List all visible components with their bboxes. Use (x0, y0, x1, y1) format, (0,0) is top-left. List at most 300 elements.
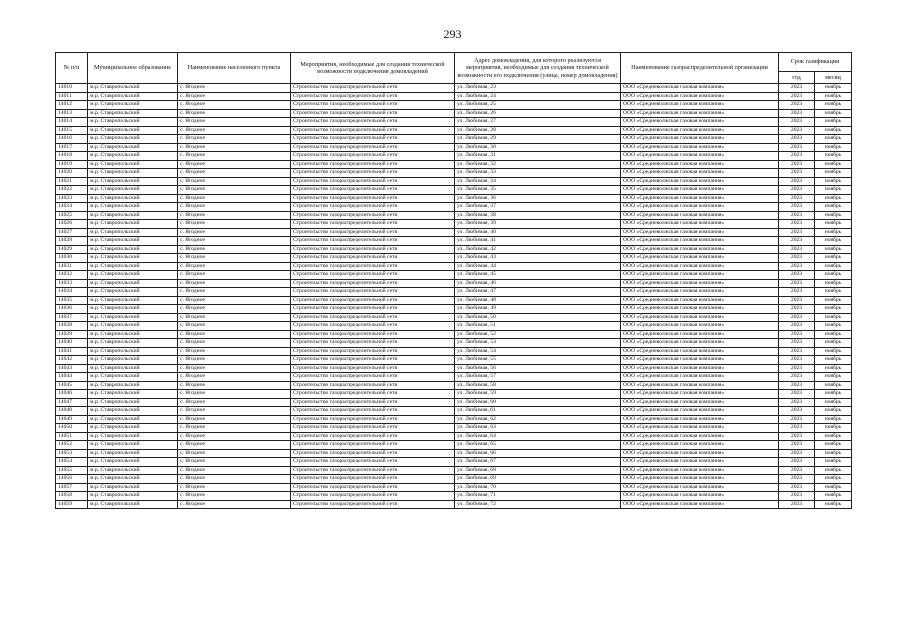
cell-municipality: м.р. Ставропольский (88, 160, 178, 169)
cell-num: 14047 (56, 398, 88, 407)
cell-year: 2023 (779, 194, 815, 203)
cell-month: ноябрь (815, 441, 852, 450)
cell-measures: Строительство газораспределительной сети (291, 407, 455, 416)
cell-org: ООО «Средневолжская газовая компания» (621, 449, 779, 458)
cell-settlement: с. Ягодное (178, 322, 291, 331)
table-row (56, 322, 852, 331)
cell-month: ноябрь (815, 313, 852, 322)
cell-num: 14039 (56, 330, 88, 339)
cell-num: 14052 (56, 441, 88, 450)
table-row (56, 279, 852, 288)
cell-settlement: с. Ягодное (178, 143, 291, 152)
cell-measures: Строительство газораспределительной сети (291, 152, 455, 161)
cell-month: ноябрь (815, 211, 852, 220)
cell-municipality: м.р. Ставропольский (88, 126, 178, 135)
cell-measures: Строительство газораспределительной сети (291, 339, 455, 348)
cell-measures: Строительство газораспределительной сети (291, 203, 455, 212)
cell-year: 2023 (779, 237, 815, 246)
table-row (56, 398, 852, 407)
cell-month: ноябрь (815, 84, 852, 93)
cell-address: ул. Любимая, 48 (455, 296, 621, 305)
cell-year: 2023 (779, 500, 815, 509)
cell-measures: Строительство газораспределительной сети (291, 84, 455, 93)
cell-num: 14049 (56, 415, 88, 424)
cell-municipality: м.р. Ставропольский (88, 483, 178, 492)
cell-year: 2023 (779, 92, 815, 101)
cell-num: 14031 (56, 262, 88, 271)
cell-num: 14025 (56, 211, 88, 220)
table-row (56, 313, 852, 322)
cell-year: 2023 (779, 339, 815, 348)
cell-org: ООО «Средневолжская газовая компания» (621, 458, 779, 467)
cell-address: ул. Любимая, 68 (455, 466, 621, 475)
cell-month: ноябрь (815, 194, 852, 203)
cell-org: ООО «Средневолжская газовая компания» (621, 483, 779, 492)
cell-year: 2023 (779, 347, 815, 356)
cell-org: ООО «Средневолжская газовая компания» (621, 475, 779, 484)
cell-address: ул. Любимая, 64 (455, 432, 621, 441)
header-year: год (779, 72, 815, 84)
cell-settlement: с. Ягодное (178, 475, 291, 484)
cell-year: 2023 (779, 84, 815, 93)
table-row (56, 194, 852, 203)
cell-year: 2023 (779, 211, 815, 220)
cell-address: ул. Любимая, 47 (455, 288, 621, 297)
cell-month: ноябрь (815, 390, 852, 399)
cell-address: ул. Любимая, 60 (455, 398, 621, 407)
table-row (56, 475, 852, 484)
table-row (56, 449, 852, 458)
cell-municipality: м.р. Ставропольский (88, 228, 178, 237)
cell-municipality: м.р. Ставропольский (88, 211, 178, 220)
cell-address: ул. Любимая, 27 (455, 118, 621, 127)
cell-num: 14024 (56, 203, 88, 212)
cell-settlement: с. Ягодное (178, 432, 291, 441)
cell-month: ноябрь (815, 432, 852, 441)
cell-measures: Строительство газораспределительной сети (291, 415, 455, 424)
cell-month: ноябрь (815, 373, 852, 382)
cell-org: ООО «Средневолжская газовая компания» (621, 415, 779, 424)
table-row (56, 254, 852, 263)
cell-address: ул. Любимая, 49 (455, 305, 621, 314)
cell-num: 14013 (56, 109, 88, 118)
cell-year: 2023 (779, 356, 815, 365)
table-row (56, 220, 852, 229)
page-number: 293 (443, 27, 462, 41)
cell-settlement: с. Ягодное (178, 203, 291, 212)
cell-municipality: м.р. Ставропольский (88, 296, 178, 305)
table-row (56, 92, 852, 101)
cell-year: 2023 (779, 109, 815, 118)
cell-num: 14029 (56, 245, 88, 254)
cell-address: ул. Любимая, 24 (455, 92, 621, 101)
cell-year: 2023 (779, 296, 815, 305)
cell-settlement: с. Ягодное (178, 262, 291, 271)
cell-org: ООО «Средневолжская газовая компания» (621, 254, 779, 263)
cell-num: 14036 (56, 305, 88, 314)
table-row (56, 245, 852, 254)
cell-num: 14020 (56, 169, 88, 178)
cell-year: 2023 (779, 101, 815, 110)
cell-measures: Строительство газораспределительной сети (291, 424, 455, 433)
cell-month: ноябрь (815, 492, 852, 501)
cell-month: ноябрь (815, 424, 852, 433)
cell-settlement: с. Ягодное (178, 288, 291, 297)
cell-municipality: м.р. Ставропольский (88, 262, 178, 271)
table-row (56, 135, 852, 144)
cell-month: ноябрь (815, 143, 852, 152)
cell-address: ул. Любимая, 51 (455, 322, 621, 331)
cell-municipality: м.р. Ставропольский (88, 381, 178, 390)
cell-org: ООО «Средневолжская газовая компания» (621, 330, 779, 339)
cell-num: 14035 (56, 296, 88, 305)
cell-address: ул. Любимая, 55 (455, 356, 621, 365)
cell-org: ООО «Средневолжская газовая компания» (621, 466, 779, 475)
table-row (56, 211, 852, 220)
cell-org: ООО «Средневолжская газовая компания» (621, 152, 779, 161)
cell-settlement: с. Ягодное (178, 381, 291, 390)
cell-measures: Строительство газораспределительной сети (291, 373, 455, 382)
cell-settlement: с. Ягодное (178, 177, 291, 186)
cell-month: ноябрь (815, 288, 852, 297)
cell-municipality: м.р. Ставропольский (88, 177, 178, 186)
cell-measures: Строительство газораспределительной сети (291, 356, 455, 365)
cell-address: ул. Любимая, 39 (455, 220, 621, 229)
cell-measures: Строительство газораспределительной сети (291, 288, 455, 297)
cell-address: ул. Любимая, 37 (455, 203, 621, 212)
table-row (56, 500, 852, 509)
cell-measures: Строительство газораспределительной сети (291, 194, 455, 203)
table-row (56, 109, 852, 118)
table-row (56, 228, 852, 237)
cell-month: ноябрь (815, 160, 852, 169)
cell-month: ноябрь (815, 152, 852, 161)
cell-num: 14046 (56, 390, 88, 399)
cell-org: ООО «Средневолжская газовая компания» (621, 296, 779, 305)
cell-settlement: с. Ягодное (178, 211, 291, 220)
cell-settlement: с. Ягодное (178, 330, 291, 339)
cell-measures: Строительство газораспределительной сети (291, 364, 455, 373)
cell-settlement: с. Ягодное (178, 364, 291, 373)
cell-address: ул. Любимая, 42 (455, 245, 621, 254)
header-org: Наименование газораспределительной организации (621, 53, 779, 84)
cell-settlement: с. Ягодное (178, 390, 291, 399)
cell-org: ООО «Средневолжская газовая компания» (621, 500, 779, 509)
cell-org: ООО «Средневолжская газовая компания» (621, 118, 779, 127)
cell-num: 14019 (56, 160, 88, 169)
cell-settlement: с. Ягодное (178, 279, 291, 288)
table-row (56, 160, 852, 169)
cell-municipality: м.р. Ставропольский (88, 92, 178, 101)
cell-num: 14015 (56, 126, 88, 135)
table-row (56, 381, 852, 390)
table-row (56, 271, 852, 280)
table-row (56, 441, 852, 450)
cell-org: ООО «Средневолжская газовая компания» (621, 92, 779, 101)
cell-address: ул. Любимая, 65 (455, 441, 621, 450)
cell-org: ООО «Средневолжская газовая компания» (621, 135, 779, 144)
table-row (56, 262, 852, 271)
cell-month: ноябрь (815, 245, 852, 254)
cell-address: ул. Любимая, 67 (455, 458, 621, 467)
cell-month: ноябрь (815, 339, 852, 348)
cell-month: ноябрь (815, 92, 852, 101)
cell-settlement: с. Ягодное (178, 160, 291, 169)
cell-num: 14054 (56, 458, 88, 467)
cell-settlement: с. Ягодное (178, 152, 291, 161)
cell-num: 14058 (56, 492, 88, 501)
cell-month: ноябрь (815, 398, 852, 407)
cell-num: 14045 (56, 381, 88, 390)
cell-municipality: м.р. Ставропольский (88, 424, 178, 433)
cell-address: ул. Любимая, 32 (455, 160, 621, 169)
cell-measures: Строительство газораспределительной сети (291, 279, 455, 288)
cell-measures: Строительство газораспределительной сети (291, 177, 455, 186)
cell-settlement: с. Ягодное (178, 492, 291, 501)
cell-measures: Строительство газораспределительной сети (291, 169, 455, 178)
cell-month: ноябрь (815, 126, 852, 135)
cell-month: ноябрь (815, 364, 852, 373)
cell-num: 14044 (56, 373, 88, 382)
cell-org: ООО «Средневолжская газовая компания» (621, 169, 779, 178)
table-row (56, 407, 852, 416)
cell-settlement: с. Ягодное (178, 441, 291, 450)
cell-org: ООО «Средневолжская газовая компания» (621, 109, 779, 118)
cell-org: ООО «Средневолжская газовая компания» (621, 160, 779, 169)
cell-measures: Строительство газораспределительной сети (291, 330, 455, 339)
cell-municipality: м.р. Ставропольский (88, 143, 178, 152)
table-row (56, 466, 852, 475)
cell-year: 2023 (779, 152, 815, 161)
cell-settlement: с. Ягодное (178, 483, 291, 492)
cell-num: 14056 (56, 475, 88, 484)
header-num: № п/п (56, 53, 88, 84)
cell-month: ноябрь (815, 415, 852, 424)
cell-org: ООО «Средневолжская газовая компания» (621, 84, 779, 93)
cell-municipality: м.р. Ставропольский (88, 330, 178, 339)
cell-org: ООО «Средневолжская газовая компания» (621, 432, 779, 441)
cell-settlement: с. Ягодное (178, 194, 291, 203)
cell-address: ул. Любимая, 36 (455, 194, 621, 203)
cell-org: ООО «Средневолжская газовая компания» (621, 424, 779, 433)
cell-month: ноябрь (815, 177, 852, 186)
cell-measures: Строительство газораспределительной сети (291, 254, 455, 263)
cell-num: 14038 (56, 322, 88, 331)
cell-address: ул. Любимая, 59 (455, 390, 621, 399)
cell-year: 2023 (779, 228, 815, 237)
cell-settlement: с. Ягодное (178, 458, 291, 467)
cell-settlement: с. Ягодное (178, 220, 291, 229)
cell-org: ООО «Средневолжская газовая компания» (621, 186, 779, 195)
cell-year: 2023 (779, 466, 815, 475)
cell-month: ноябрь (815, 101, 852, 110)
cell-measures: Строительство газораспределительной сети (291, 245, 455, 254)
cell-org: ООО «Средневолжская газовая компания» (621, 143, 779, 152)
cell-measures: Строительство газораспределительной сети (291, 143, 455, 152)
cell-year: 2023 (779, 432, 815, 441)
cell-year: 2023 (779, 160, 815, 169)
cell-address: ул. Любимая, 28 (455, 126, 621, 135)
table-row (56, 339, 852, 348)
table-row (56, 177, 852, 186)
cell-num: 14017 (56, 143, 88, 152)
cell-month: ноябрь (815, 135, 852, 144)
cell-municipality: м.р. Ставропольский (88, 118, 178, 127)
cell-year: 2023 (779, 279, 815, 288)
cell-year: 2023 (779, 492, 815, 501)
cell-year: 2023 (779, 169, 815, 178)
cell-address: ул. Любимая, 34 (455, 177, 621, 186)
cell-year: 2023 (779, 135, 815, 144)
table-row (56, 288, 852, 297)
cell-municipality: м.р. Ставропольский (88, 415, 178, 424)
cell-num: 14037 (56, 313, 88, 322)
cell-month: ноябрь (815, 347, 852, 356)
cell-year: 2023 (779, 322, 815, 331)
cell-measures: Строительство газораспределительной сети (291, 237, 455, 246)
cell-year: 2023 (779, 483, 815, 492)
cell-org: ООО «Средневолжская газовая компания» (621, 407, 779, 416)
cell-measures: Строительство газораспределительной сети (291, 135, 455, 144)
cell-year: 2023 (779, 288, 815, 297)
cell-settlement: с. Ягодное (178, 339, 291, 348)
cell-settlement: с. Ягодное (178, 313, 291, 322)
cell-municipality: м.р. Ставропольский (88, 101, 178, 110)
cell-address: ул. Любимая, 71 (455, 492, 621, 501)
cell-measures: Строительство газораспределительной сети (291, 475, 455, 484)
cell-settlement: с. Ягодное (178, 449, 291, 458)
cell-num: 14051 (56, 432, 88, 441)
cell-year: 2023 (779, 407, 815, 416)
cell-measures: Строительство газораспределительной сети (291, 347, 455, 356)
cell-month: ноябрь (815, 228, 852, 237)
table-row (56, 152, 852, 161)
table-row (56, 186, 852, 195)
cell-org: ООО «Средневолжская газовая компания» (621, 177, 779, 186)
cell-municipality: м.р. Ставропольский (88, 109, 178, 118)
cell-settlement: с. Ягодное (178, 373, 291, 382)
cell-municipality: м.р. Ставропольский (88, 475, 178, 484)
cell-year: 2023 (779, 364, 815, 373)
cell-measures: Строительство газораспределительной сети (291, 432, 455, 441)
cell-month: ноябрь (815, 381, 852, 390)
table-row (56, 458, 852, 467)
cell-measures: Строительство газораспределительной сети (291, 466, 455, 475)
cell-num: 14040 (56, 339, 88, 348)
cell-num: 14011 (56, 92, 88, 101)
cell-month: ноябрь (815, 449, 852, 458)
cell-month: ноябрь (815, 254, 852, 263)
cell-measures: Строительство газораспределительной сети (291, 449, 455, 458)
cell-year: 2023 (779, 271, 815, 280)
cell-address: ул. Любимая, 30 (455, 143, 621, 152)
cell-org: ООО «Средневолжская газовая компания» (621, 398, 779, 407)
table-row (56, 296, 852, 305)
table-row (56, 424, 852, 433)
cell-measures: Строительство газораспределительной сети (291, 228, 455, 237)
cell-num: 14055 (56, 466, 88, 475)
cell-year: 2023 (779, 449, 815, 458)
cell-address: ул. Любимая, 41 (455, 237, 621, 246)
cell-measures: Строительство газораспределительной сети (291, 458, 455, 467)
cell-year: 2023 (779, 415, 815, 424)
cell-address: ул. Любимая, 62 (455, 415, 621, 424)
cell-settlement: с. Ягодное (178, 118, 291, 127)
cell-year: 2023 (779, 330, 815, 339)
cell-measures: Строительство газораспределительной сети (291, 381, 455, 390)
table-row (56, 330, 852, 339)
cell-settlement: с. Ягодное (178, 271, 291, 280)
cell-org: ООО «Средневолжская газовая компания» (621, 322, 779, 331)
cell-settlement: с. Ягодное (178, 415, 291, 424)
cell-settlement: с. Ягодное (178, 84, 291, 93)
cell-org: ООО «Средневолжская газовая компания» (621, 126, 779, 135)
cell-municipality: м.р. Ставропольский (88, 364, 178, 373)
cell-address: ул. Любимая, 40 (455, 228, 621, 237)
cell-municipality: м.р. Ставропольский (88, 135, 178, 144)
cell-municipality: м.р. Ставропольский (88, 458, 178, 467)
cell-municipality: м.р. Ставропольский (88, 152, 178, 161)
cell-month: ноябрь (815, 475, 852, 484)
cell-municipality: м.р. Ставропольский (88, 271, 178, 280)
cell-municipality: м.р. Ставропольский (88, 169, 178, 178)
cell-month: ноябрь (815, 109, 852, 118)
cell-num: 14057 (56, 483, 88, 492)
cell-org: ООО «Средневолжская газовая компания» (621, 441, 779, 450)
header-measures: Мероприятия, необходимые для создания технической возможности подключения домовладений (291, 53, 455, 84)
table-row (56, 492, 852, 501)
cell-org: ООО «Средневолжская газовая компания» (621, 203, 779, 212)
cell-year: 2023 (779, 126, 815, 135)
cell-month: ноябрь (815, 237, 852, 246)
cell-org: ООО «Средневолжская газовая компания» (621, 220, 779, 229)
cell-org: ООО «Средневолжская газовая компания» (621, 101, 779, 110)
cell-org: ООО «Средневолжская газовая компания» (621, 339, 779, 348)
cell-municipality: м.р. Ставропольский (88, 84, 178, 93)
cell-municipality: м.р. Ставропольский (88, 500, 178, 509)
cell-address: ул. Любимая, 29 (455, 135, 621, 144)
table-row (56, 143, 852, 152)
cell-year: 2023 (779, 220, 815, 229)
cell-num: 14022 (56, 186, 88, 195)
cell-org: ООО «Средневолжская газовая компания» (621, 364, 779, 373)
table-row (56, 203, 852, 212)
cell-year: 2023 (779, 424, 815, 433)
cell-month: ноябрь (815, 483, 852, 492)
table-row (56, 84, 852, 93)
cell-measures: Строительство газораспределительной сети (291, 109, 455, 118)
cell-municipality: м.р. Ставропольский (88, 339, 178, 348)
cell-measures: Строительство газораспределительной сети (291, 186, 455, 195)
cell-municipality: м.р. Ставропольский (88, 322, 178, 331)
cell-measures: Строительство газораспределительной сети (291, 322, 455, 331)
header-deadline: Срок газификации (779, 53, 852, 72)
cell-org: ООО «Средневолжская газовая компания» (621, 356, 779, 365)
cell-municipality: м.р. Ставропольский (88, 390, 178, 399)
cell-municipality: м.р. Ставропольский (88, 398, 178, 407)
cell-year: 2023 (779, 254, 815, 263)
cell-settlement: с. Ягодное (178, 237, 291, 246)
cell-municipality: м.р. Ставропольский (88, 373, 178, 382)
cell-measures: Строительство газораспределительной сети (291, 92, 455, 101)
cell-address: ул. Любимая, 70 (455, 483, 621, 492)
cell-address: ул. Любимая, 63 (455, 424, 621, 433)
cell-address: ул. Любимая, 23 (455, 84, 621, 93)
cell-month: ноябрь (815, 118, 852, 127)
cell-org: ООО «Средневолжская газовая компания» (621, 271, 779, 280)
cell-address: ул. Любимая, 43 (455, 254, 621, 263)
cell-municipality: м.р. Ставропольский (88, 237, 178, 246)
